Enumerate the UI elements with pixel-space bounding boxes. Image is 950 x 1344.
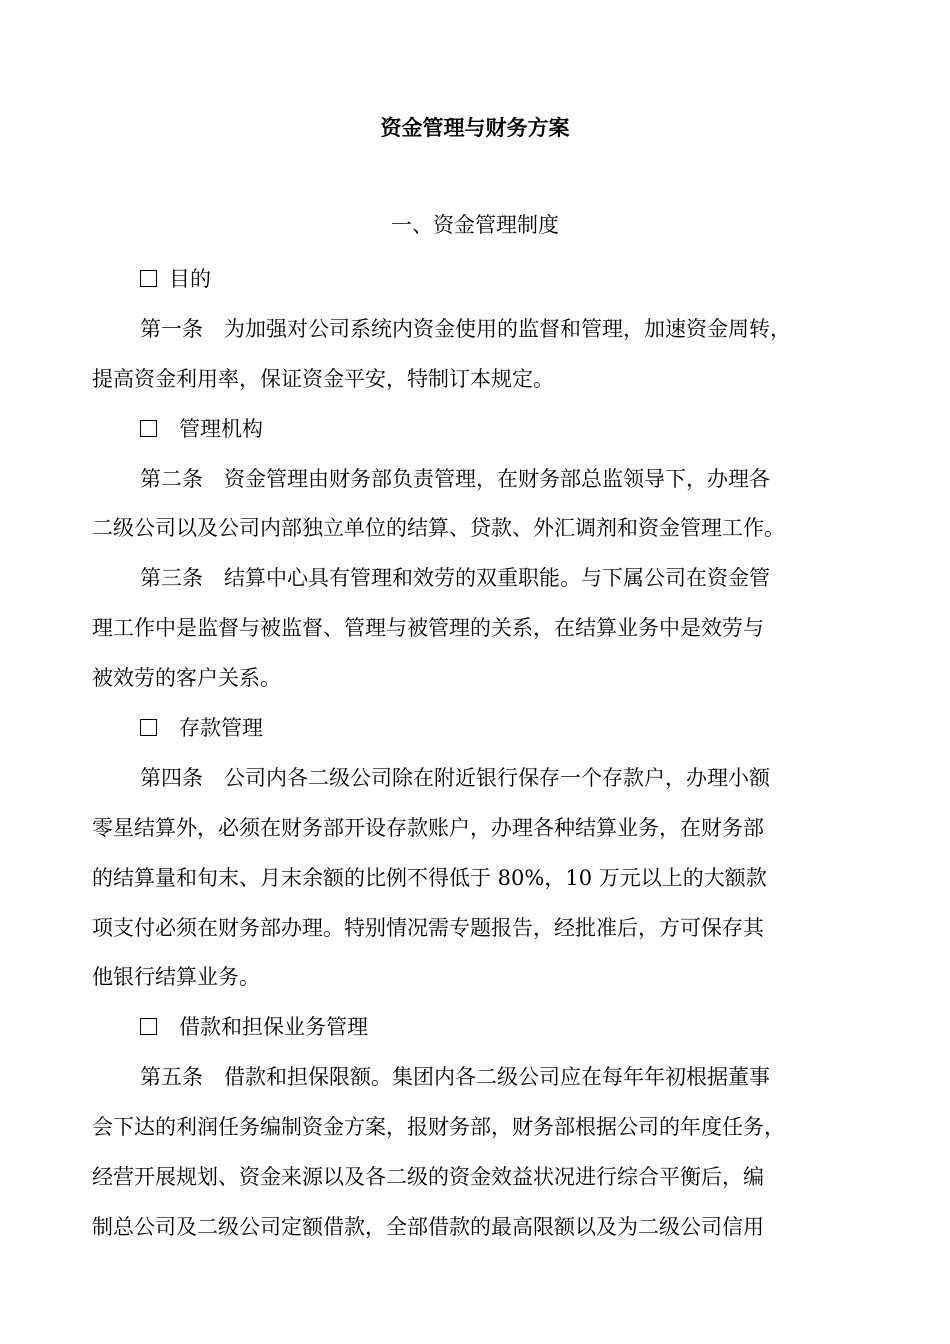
paragraph-line: 经营开展规划、资金来源以及各二级的资金效益状况进行综合平衡后，编 — [92, 1165, 764, 1190]
paragraph-line: 他银行结算业务。 — [92, 965, 260, 990]
section-heading: 一、资金管理制度 — [391, 213, 559, 237]
paragraph-line: 被效劳的客户关系。 — [92, 666, 281, 691]
subheading-deposit — [92, 704, 872, 754]
subheading-label: 目的 — [169, 267, 211, 291]
paragraph-line: 第三条 结算中心具有管理和效劳的双重职能。与下属公司在资金管 — [140, 566, 770, 591]
paragraph-line: 第五条 借款和担保限额。集团内各二级公司应在每年年初根据董事 — [140, 1065, 770, 1090]
checkbox-icon — [140, 1018, 157, 1035]
subheading-label: 借款和担保业务管理 — [179, 1015, 368, 1040]
paragraph-line: 二级公司以及公司内部独立单位的结算、贷款、外汇调剂和资金管理工作。 — [92, 516, 785, 541]
paragraph-line: 制总公司及二级公司定额借款，全部借款的最高限额以及为二级公司信用 — [92, 1214, 764, 1239]
paragraph-line: 第四条 公司内各二级公司除在附近银行保存一个存款户，办理小额 — [140, 765, 770, 790]
checkbox-icon — [140, 270, 157, 287]
subheading-purpose — [92, 255, 872, 305]
paragraph-line: 的结算量和旬末、月末余额的比例不得低于 80%，10 万元以上的大额款 — [92, 865, 767, 890]
subheading-loans-guarantees — [92, 1003, 872, 1053]
checkbox-icon — [140, 420, 157, 437]
subheading-management-body — [92, 405, 872, 455]
paragraph-line: 理工作中是监督与被监督、管理与被管理的关系，在结算业务中是效劳与 — [92, 616, 764, 641]
paragraph-line: 会下达的利润任务编制资金方案，报财务部，财务部根据公司的年度任务， — [92, 1115, 785, 1140]
paragraph-line: 项支付必须在财务部办理。特别情况需专题报告，经批准后，方可保存其 — [92, 915, 764, 940]
paragraph-line: 第一条 为加强对公司系统内资金使用的监督和管理，加速资金周转， — [140, 316, 791, 341]
document-body — [92, 255, 872, 1253]
document-title: 资金管理与财务方案 — [380, 115, 570, 140]
checkbox-icon — [140, 719, 157, 736]
subheading-label: 管理机构 — [179, 416, 263, 441]
paragraph-line: 第二条 资金管理由财务部负责管理，在财务部总监领导下，办理各 — [140, 466, 770, 491]
paragraph-line: 提高资金利用率，保证资金平安，特制订本规定。 — [92, 366, 554, 391]
subheading-label: 存款管理 — [179, 716, 263, 741]
paragraph-line: 零星结算外，必须在财务部开设存款账户，办理各种结算业务，在财务部 — [92, 815, 764, 840]
